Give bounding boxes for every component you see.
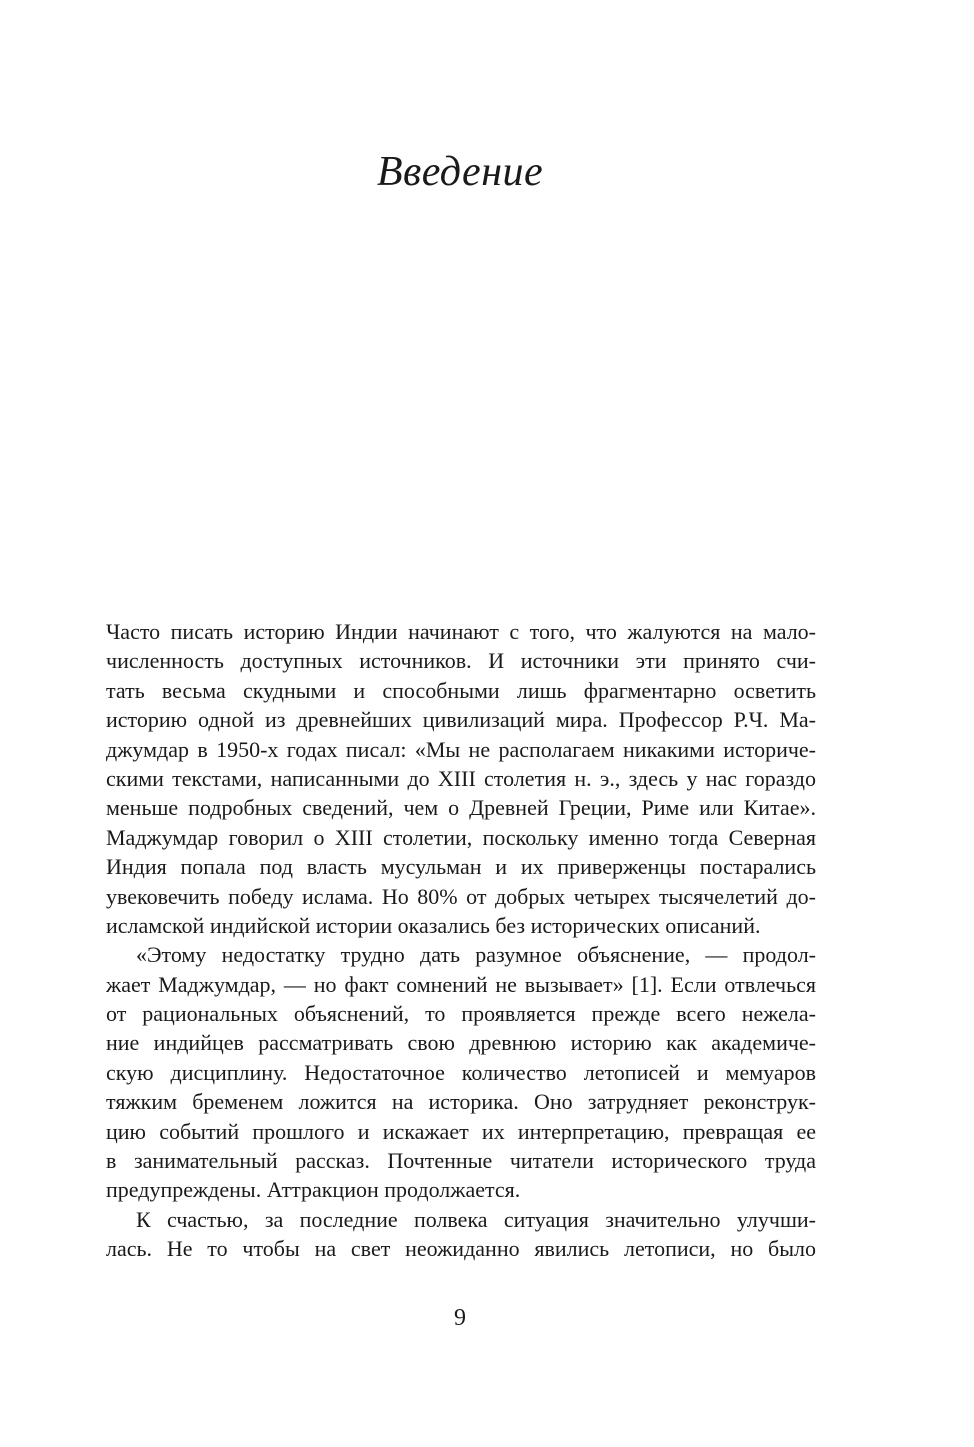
paragraph-line: К счастью, за последние полвека ситуация значительно улучши- [136,1206,816,1232]
paragraph-line: Маджумдар говорил о XIII столетии, поскольку именно тогда Северная [106,824,816,850]
paragraph-line: цию событий прошлого и искажает их интерпретацию, превращая ее [106,1118,816,1144]
paragraph-line: увековечить победу ислама. Но 80% от добрых четырех тысячелетий до- [106,883,816,909]
paragraph-line: в занимательный рассказ. Почтенные читатели исторического труда [106,1148,816,1174]
paragraph-line: Часто писать историю Индии начинают с того, что жалуются на мало- [106,619,816,644]
paragraph-line: «Этому недостатку трудно дать разумное объяснение, — продол- [136,942,816,968]
paragraph-line: Индия попала под власть мусульман и их приверженцы постарались [106,854,816,880]
paragraph-line: лась. Не то чтобы на свет неожиданно явились летописи, но было [106,1236,816,1262]
page-number: 9 [454,1305,466,1331]
paragraph-line: тяжким бременем ложится на историка. Оно затрудняет реконструк- [106,1089,816,1115]
paragraph-line: ние индийцев рассматривать свою древнюю историю как академиче- [106,1030,816,1056]
paragraph-line: от рациональных объяснений, то проявляется прежде всего нежела- [106,1001,816,1027]
paragraph-line: скую дисциплину. Недостаточное количество летописей и мемуаров [106,1059,816,1085]
paragraph-line: исламской индийской истории оказались без исторических описаний. [106,912,761,938]
paragraph-line: тать весьма скудными и способными лишь фрагментарно осветить [106,677,816,703]
paragraph-line: историю одной из древнейших цивилизаций мира. Профессор Р.Ч. Ма- [106,707,816,733]
paragraph-line: скими текстами, написанными до XIII столетия н. э., здесь у нас гораздо [106,765,816,791]
paragraph-line: жает Маджумдар, — но факт сомнений не вызывает» [1]. Если отвлечься [106,971,816,997]
paragraph-line: численность доступных источников. И источники эти принято счи- [106,648,816,674]
paragraph-line: предупреждены. Аттракцион продолжается. [106,1177,521,1203]
body-text [106,617,816,1264]
chapter-title: Введение [376,149,544,195]
paragraph-line: меньше подробных сведений, чем о Древней Греции, Риме или Китае». [106,795,816,821]
paragraph-line: джумдар в 1950-х годах писал: «Мы не располагаем никакими историче- [106,736,816,762]
